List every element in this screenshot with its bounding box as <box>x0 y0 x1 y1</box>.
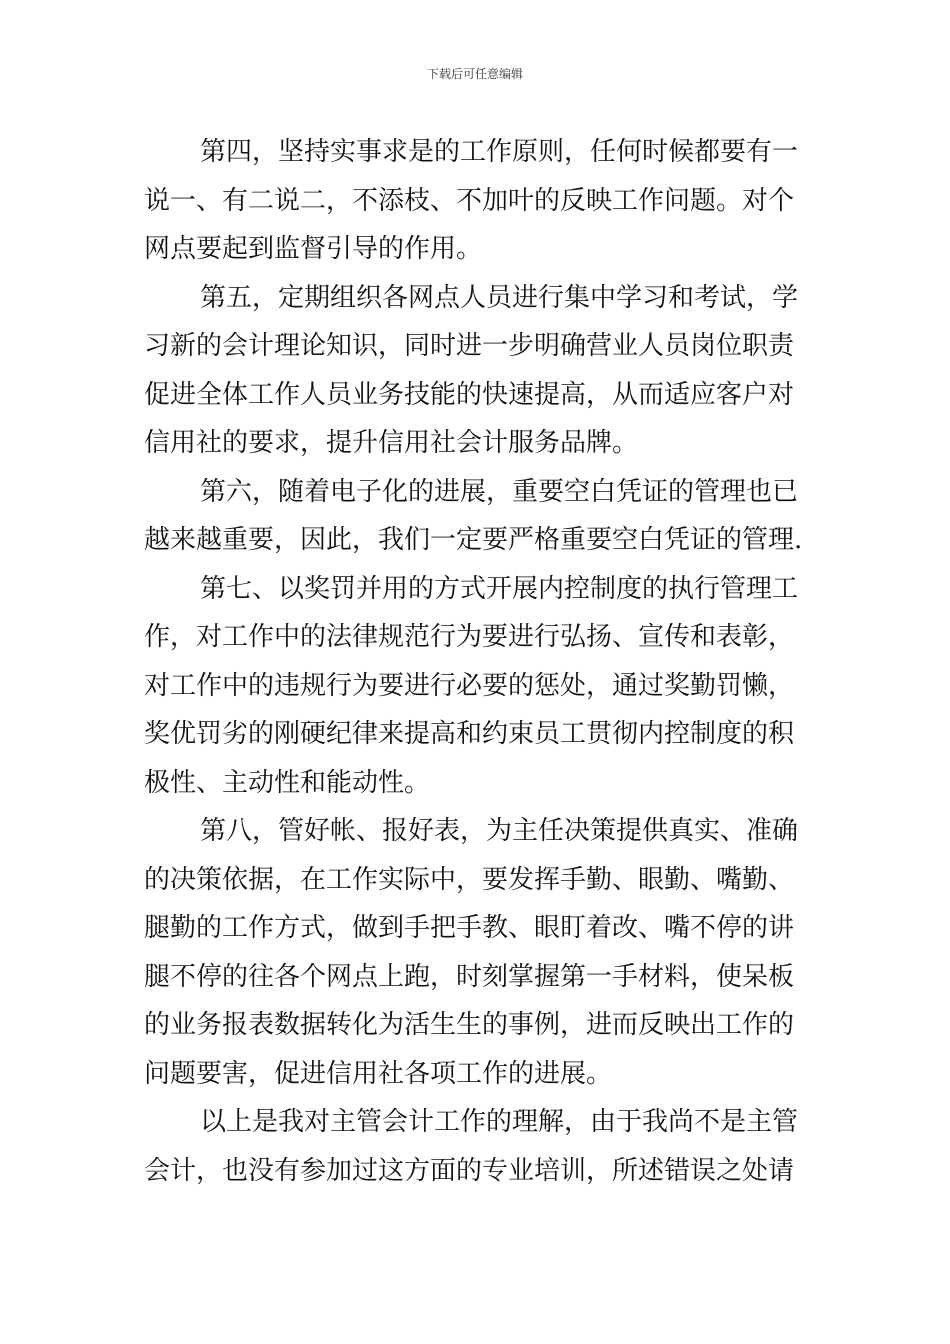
document-body <box>144 128 808 1195</box>
page-header: 下载后可任意编辑 <box>426 67 523 81</box>
text-line: 作，对工作中的法律规范行为要进行弘扬、宣传和表彰， <box>144 622 795 652</box>
text-line: 网点要起到监督引导的作用。 <box>144 234 483 264</box>
text-line: 腿勤的工作方式，做到手把手教、眼盯着改、嘴不停的讲 <box>144 913 795 943</box>
text-line: 腿不停的往各个网点上跑，时刻掌握第一手材料，使呆板 <box>144 961 795 992</box>
text-line: 信用社的要求，提升信用社会计服务品牌。 <box>144 428 639 458</box>
text-line: 说一、有二说二，不添枝、不加叶的反映工作问题。对个 <box>144 185 795 216</box>
text-line: 会计，也没有参加过这方面的专业培训，所述错误之处请 <box>144 1155 795 1186</box>
text-line: 第六，随着电子化的进展，重要空白凭证的管理也已 <box>200 476 799 507</box>
text-line: 的业务报表数据转化为活生生的事例，进而反映出工作的 <box>144 1010 795 1040</box>
text-line: 的决策依据，在工作实际中，要发挥手勤、眼勤、嘴勤、 <box>144 864 795 895</box>
text-line: 促进全体工作人员业务技能的快速提高，从而适应客户对 <box>144 379 795 410</box>
text-line: 第七、以奖罚并用的方式开展内控制度的执行管理工 <box>200 573 799 604</box>
text-line: 习新的会计理论知识，同时进一步明确营业人员岗位职责 <box>144 331 795 361</box>
text-line: 以上是我对主管会计工作的理解，由于我尚不是主管 <box>200 1107 799 1137</box>
text-line: 对工作中的违规行为要进行必要的惩处，通过奖勤罚懒， <box>144 670 795 701</box>
text-line: 第五，定期组织各网点人员进行集中学习和考试，学 <box>200 282 799 313</box>
text-line: 奖优罚劣的刚硬纪律来提高和约束员工贯彻内控制度的积 <box>144 719 795 749</box>
text-line: 第八，管好帐、报好表，为主任决策提供真实、准确 <box>200 816 799 846</box>
text-line: 越来越重要，因此，我们一定要严格重要空白凭证的管理. <box>144 525 803 555</box>
text-line: 第四，坚持实事求是的工作原则，任何时候都要有一 <box>200 137 799 167</box>
text-line: 问题要害，促进信用社各项工作的进展。 <box>144 1058 613 1089</box>
text-line: 极性、主动性和能动性。 <box>144 767 431 798</box>
